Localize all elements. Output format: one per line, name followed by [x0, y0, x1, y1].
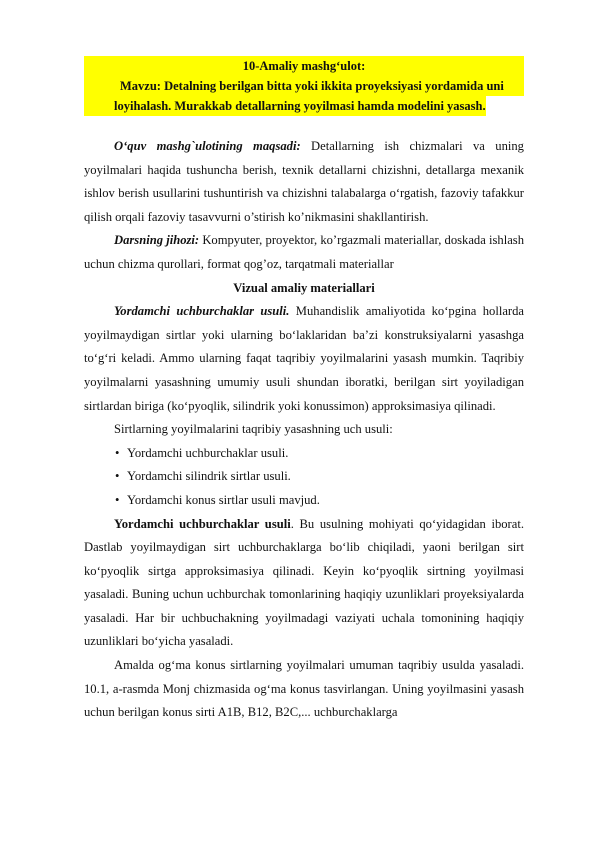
list-item: • Yordamchi uchburchaklar usuli.	[84, 442, 524, 466]
goal-paragraph	[84, 135, 524, 229]
equipment-paragraph	[84, 229, 524, 276]
lesson-title: 10-Amaliy mashg‘ulot:	[84, 56, 524, 76]
methods-list	[84, 442, 524, 513]
aux-method-label: Yordamchi uchburchaklar usuli.	[114, 304, 290, 319]
topic-line-1: Mavzu: Detalning berilgan bitta yoki ikkita proyeksiyasi yordamida uni	[84, 76, 524, 96]
methods-intro: Sirtlarning yoyilmalarini taqribiy yasashning uch usuli:	[114, 422, 393, 437]
goal-label: O‘quv mashg`ulotining maqsadi:	[114, 139, 301, 153]
topic-line-2: loyihalash. Murakkab detallarning yoyilmasi hamda modelini yasash.	[84, 96, 486, 116]
bullet-icon: •	[115, 492, 120, 507]
bullet-icon: •	[115, 445, 120, 460]
list-item: • Yordamchi konus sirtlar usuli mavjud.	[84, 489, 524, 513]
goal-text: Detallarning ish chizmalari va uning yoyilmalari haqida tushuncha berish, texnik detallarni chizishni, detallarga mexanik ishlov berish usullarini tushuntirish va chizishni talabalarga o‘rgatish, fazoviy tafakkur qilish orqali fazoviy tasavvurni o’stirish ko’nikmasini shakllantirish.	[84, 139, 524, 224]
highlighted-header	[84, 56, 524, 116]
section-title: Vizual amaliy materiallari	[233, 280, 375, 295]
list-item: • Yordamchi silindrik sirtlar usuli.	[84, 465, 524, 489]
last-paragraph: Amalda og‘ma konus sirtlarning yoyilmalari umuman taqribiy usulda yasaladi. 10.1, a-rasmda Monj chizmasida og‘ma konus tasvirlangan. Uning yoyilmasini yasash uchun berilgan konus sirti A1B, B12, B2C,... uchburchaklarga	[84, 658, 524, 720]
document-body	[84, 135, 524, 725]
triangles-paragraph	[84, 513, 524, 655]
equipment-label: Darsning jihozi:	[114, 233, 200, 248]
aux-method-text: Muhandislik amaliyotida ko‘pgina hollarda yoyilmaydigan sirtlar yoki ularning bo‘laklaridan ba’zi konstruksiyalarni yasashga to‘g‘ri keladi. Ammo ularning faqat taqribiy yoyilmalarini yasash mumkin. Taqribiy yoyilmalarni yasashning umumiy usuli shundan iboratki, berilgan sirt yoyiladigan sirtlardan biriga (ko‘pyoqlik, silindrik yoki konussimon) approksimasiya qilinadi.	[84, 304, 525, 413]
equipment-text: Kompyuter, proyektor, ko’rgazmali materiallar, doskada ishlash uchun chizma qurollari, format qog’oz, tarqatmali materiallar	[84, 233, 525, 271]
aux-method-paragraph	[84, 300, 524, 418]
bullet-icon: •	[115, 469, 120, 484]
triangles-label: Yordamchi uchburchaklar usuli	[114, 516, 291, 531]
triangles-text: . Bu usulning mohiyati qo‘yidagidan iborat. Dastlab yoyilmaydigan sirt uchburchaklarga bo‘lib chiqiladi, yaoni berilgan sirt ko‘pyoqlik sirtga approksimasiya qilinadi. Keyin ko‘pyoqlik sirtning yoyilmasi yasaladi. Buning uchun uchburchak tomonlarining haqiqiy uzunliklari proyeksiyalarda yasaladi. Har bir uchbuchakning yoyilmadagi vaziyati uchala tomonining haqiqiy uzunliklari bo‘yicha yasaladi.	[84, 516, 524, 649]
